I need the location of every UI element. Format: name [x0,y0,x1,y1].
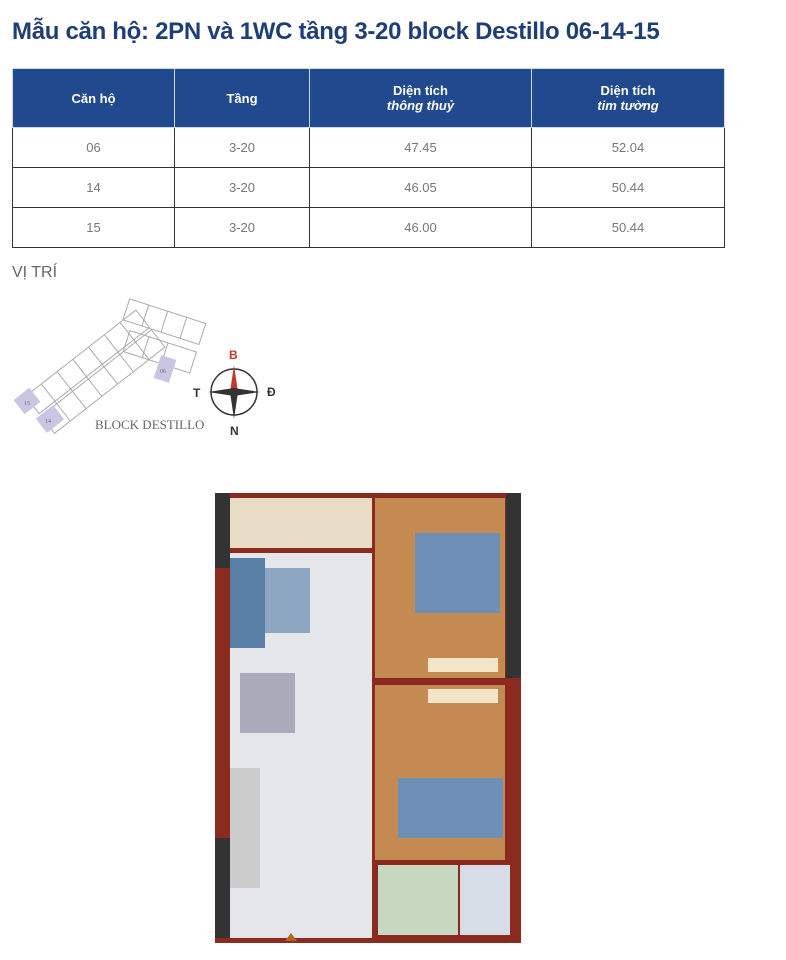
svg-text:N: N [230,424,239,438]
table-row: 14 3-20 46.05 50.44 [13,168,725,208]
floor-plan [215,493,521,945]
svg-text:15: 15 [24,401,30,407]
page-title: Mẫu căn hộ: 2PN và 1WC tầng 3-20 block Destillo 06-14-15 [12,18,660,45]
svg-text:14: 14 [45,419,51,425]
svg-text:T: T [193,386,201,400]
table-row: 06 3-20 47.45 52.04 [13,128,725,168]
location-heading: VỊ TRÍ [12,264,58,281]
header-net-area: Diện tích thông thuỷ [310,69,532,128]
site-plan [0,295,300,445]
unit-area-table [12,68,725,248]
header-gross-area: Diện tích tim tường [532,69,725,128]
block-name: BLOCK DESTILLO [95,417,205,432]
svg-text:B: B [229,348,238,362]
header-unit: Căn hộ [13,69,175,128]
header-floor: Tầng [175,69,310,128]
compass-icon [193,348,276,438]
table-row: 15 3-20 46.00 50.44 [13,208,725,248]
svg-text:Đ: Đ [267,385,276,399]
svg-text:06: 06 [160,369,166,375]
